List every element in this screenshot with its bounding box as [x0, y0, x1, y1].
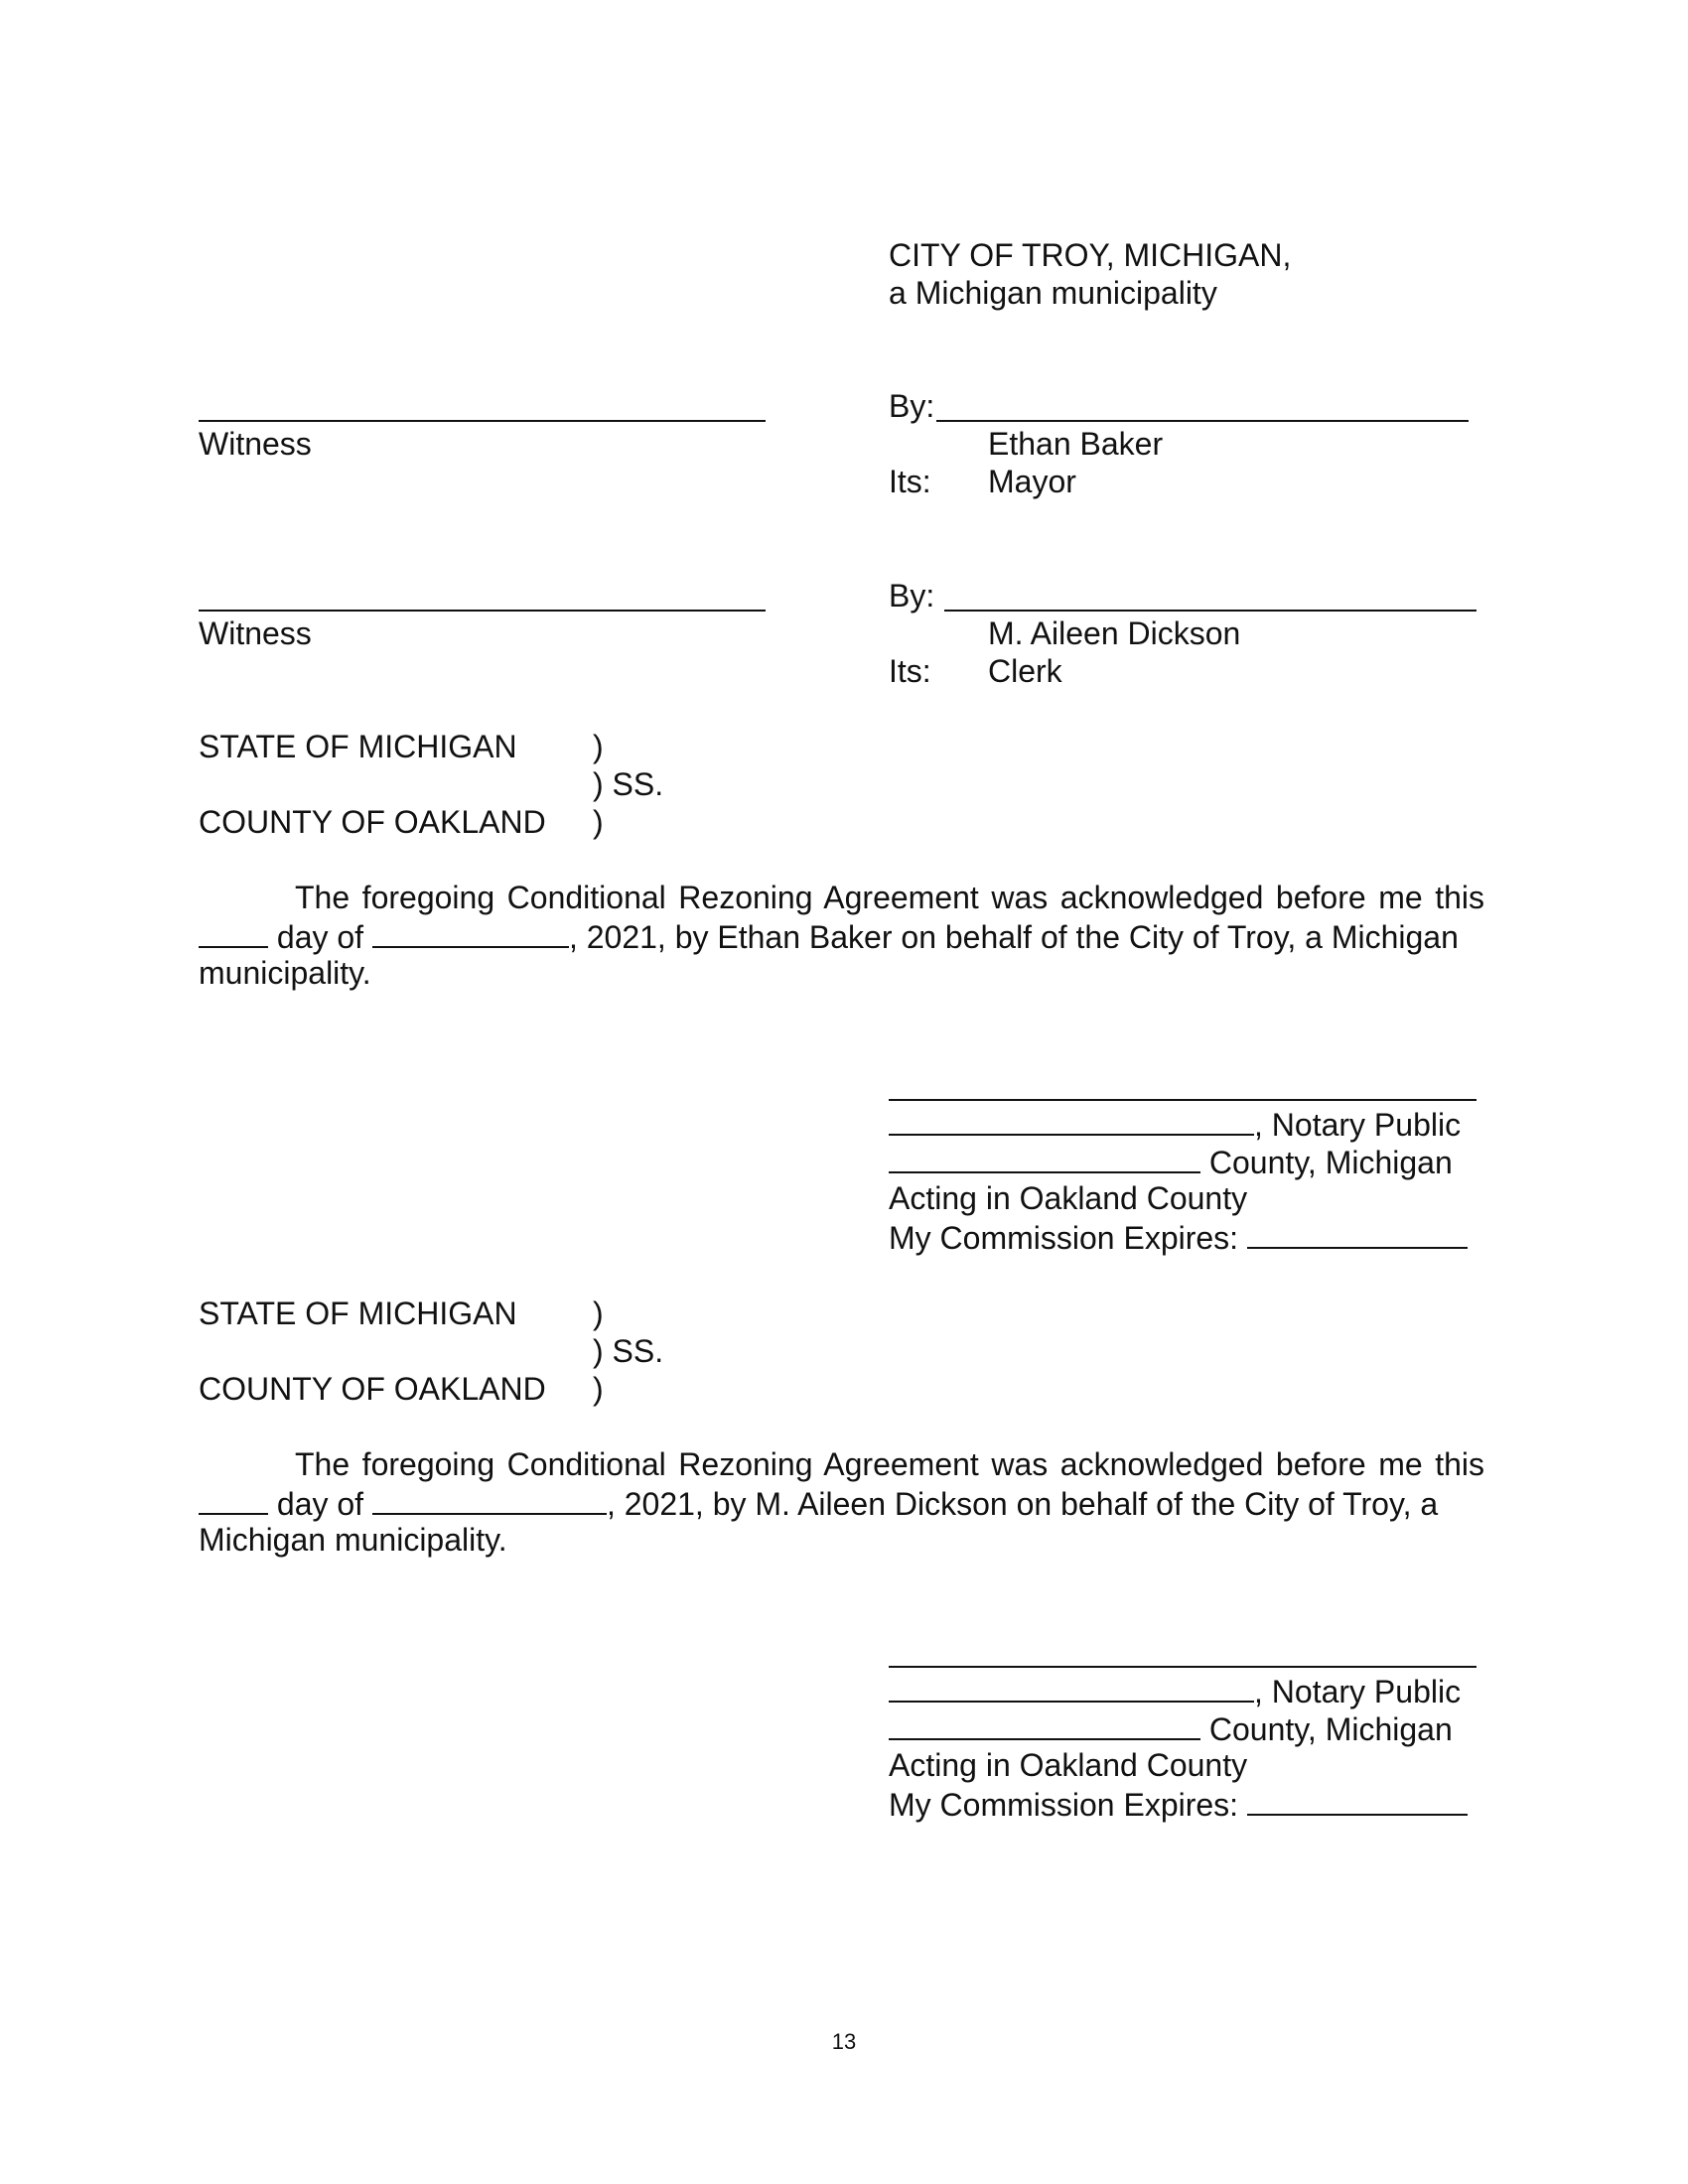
- signer-name-2: M. Aileen Dickson: [988, 615, 1241, 651]
- witness-signature-line-2: [199, 610, 766, 612]
- notary-public-line-2: [889, 1671, 1461, 1710]
- notary-public-label-2: , Notary Public: [1254, 1674, 1462, 1709]
- signer-signature-line-1: [936, 420, 1469, 422]
- commission-date-blank-2: [1247, 1784, 1468, 1816]
- commission-expires-label-2: My Commission Expires:: [889, 1787, 1239, 1823]
- day-of-label-2: day of: [276, 1486, 364, 1522]
- county-michigan-label-2: County, Michigan: [1208, 1711, 1453, 1747]
- page-number: 13: [831, 2029, 857, 2054]
- notary-name-blank-2: [889, 1671, 1254, 1703]
- day-blank-1: [199, 916, 268, 948]
- notary-public-line-1: [889, 1104, 1461, 1144]
- venue-ss-2: ) SS.: [593, 1333, 664, 1369]
- venue-paren-2a: ): [593, 1296, 604, 1331]
- venue-state-1: STATE OF MICHIGAN: [199, 729, 517, 764]
- acknowledgment-line-2b: [199, 1483, 1484, 1523]
- signer-name-1: Ethan Baker: [988, 426, 1164, 462]
- venue-state-2: STATE OF MICHIGAN: [199, 1296, 517, 1331]
- commission-expires-label-1: My Commission Expires:: [889, 1220, 1239, 1256]
- acknowledgment-line-2a: The foregoing Conditional Rezoning Agreement was acknowledged before me this: [295, 1446, 1484, 1482]
- notary-signature-line-1: [889, 1099, 1477, 1101]
- month-blank-1: [372, 916, 569, 948]
- acknowledgment-rest-1: , 2021, by Ethan Baker on behalf of the City of Troy, a Michigan: [568, 919, 1459, 955]
- venue-county-1: COUNTY OF OAKLAND: [199, 804, 546, 840]
- its-label-2: Its:: [889, 653, 931, 689]
- day-blank-2: [199, 1483, 268, 1515]
- its-label-1: Its:: [889, 464, 931, 499]
- witness-label-2: Witness: [199, 615, 312, 651]
- acting-in-county-2: Acting in Oakland County: [889, 1747, 1248, 1783]
- county-michigan-label-1: County, Michigan: [1208, 1145, 1453, 1180]
- acknowledgment-line-1a: The foregoing Conditional Rezoning Agreement was acknowledged before me this: [295, 880, 1484, 915]
- notary-name-blank-1: [889, 1104, 1254, 1136]
- venue-paren-1c: ): [593, 804, 604, 840]
- acknowledgment-line-1b: [199, 916, 1484, 956]
- by-label-1: By:: [889, 388, 935, 424]
- city-description: a Michigan municipality: [889, 275, 1217, 311]
- month-blank-2: [372, 1483, 607, 1515]
- witness-label-1: Witness: [199, 426, 312, 462]
- acknowledgment-line-1c: municipality.: [199, 955, 371, 991]
- commission-expires-line-2: [889, 1784, 1468, 1824]
- notary-county-line-1: [889, 1142, 1453, 1181]
- commission-expires-line-1: [889, 1217, 1468, 1257]
- city-name: CITY OF TROY, MICHIGAN,: [889, 237, 1292, 273]
- witness-signature-line-1: [199, 420, 766, 422]
- notary-county-line-2: [889, 1708, 1453, 1748]
- notary-public-label-1: , Notary Public: [1254, 1107, 1462, 1143]
- by-label-2: By:: [889, 578, 935, 614]
- signer-title-2: Clerk: [988, 653, 1062, 689]
- county-blank-1: [889, 1142, 1200, 1173]
- venue-paren-1a: ): [593, 729, 604, 764]
- signer-title-1: Mayor: [988, 464, 1076, 499]
- venue-paren-2c: ): [593, 1371, 604, 1407]
- notary-signature-line-2: [889, 1666, 1477, 1668]
- acting-in-county-1: Acting in Oakland County: [889, 1180, 1248, 1216]
- day-of-label-1: day of: [276, 919, 364, 955]
- commission-date-blank-1: [1247, 1217, 1468, 1249]
- acknowledgment-rest-2: , 2021, by M. Aileen Dickson on behalf of the City of Troy, a: [606, 1486, 1439, 1522]
- acknowledgment-line-2c: Michigan municipality.: [199, 1522, 507, 1558]
- county-blank-2: [889, 1708, 1200, 1740]
- venue-ss-1: ) SS.: [593, 766, 664, 802]
- venue-county-2: COUNTY OF OAKLAND: [199, 1371, 546, 1407]
- signer-signature-line-2: [944, 610, 1477, 612]
